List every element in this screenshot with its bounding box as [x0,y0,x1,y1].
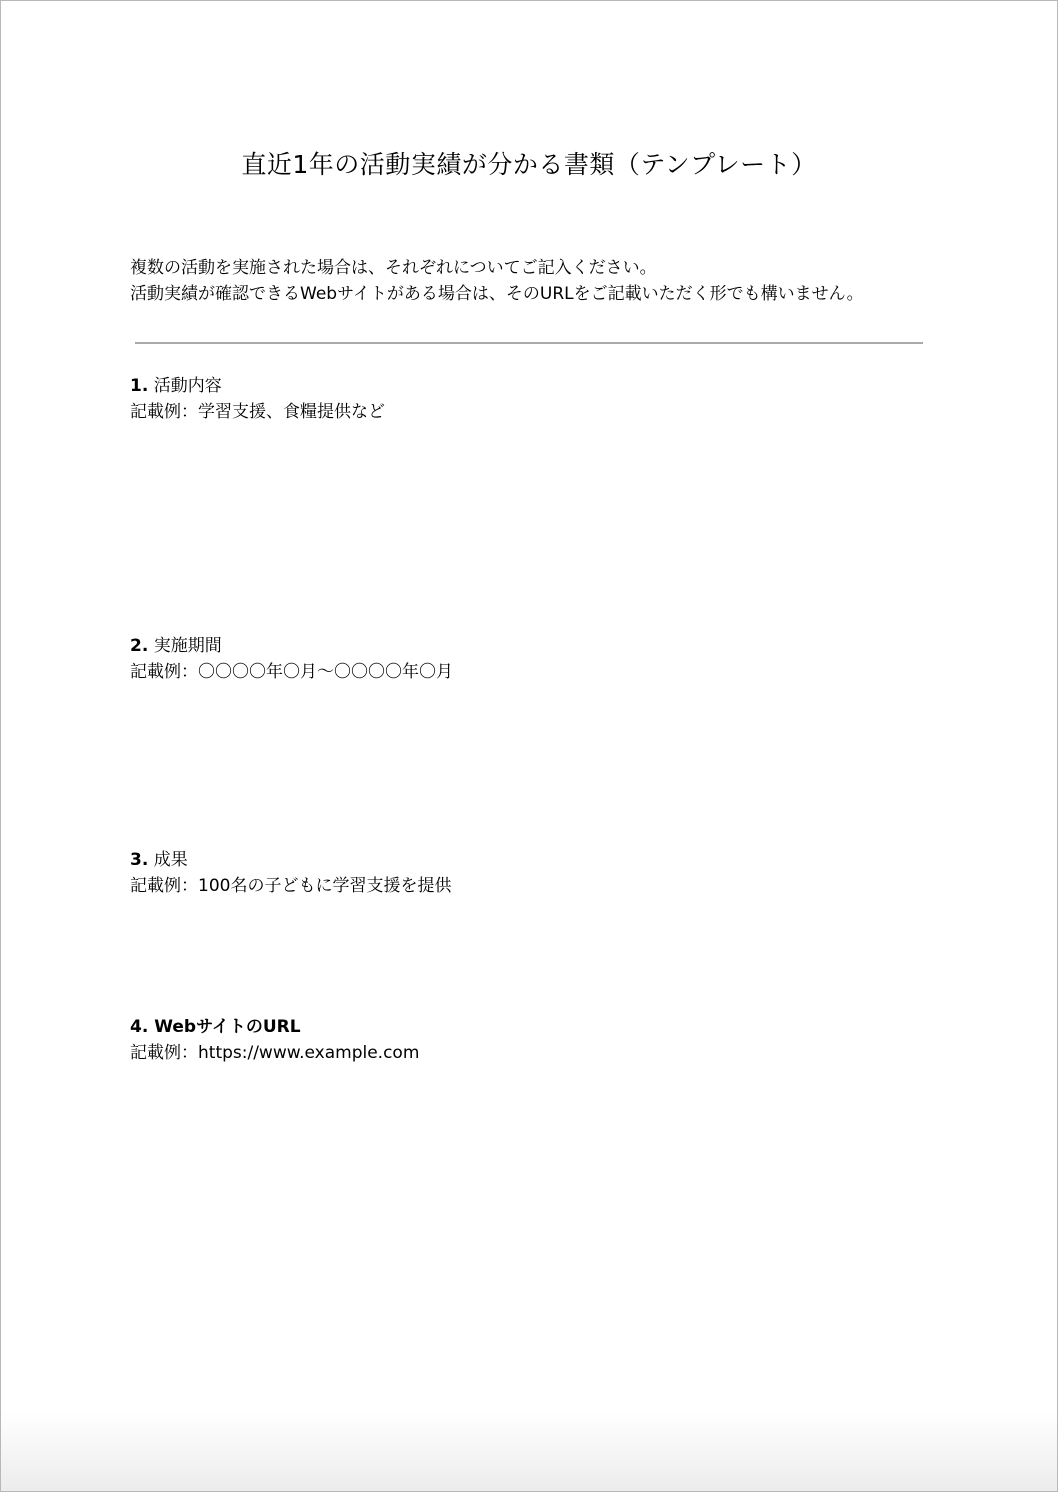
intro-text [130,255,864,307]
section-heading-text: WebサイトのURL [154,1017,301,1037]
section-activity-content [130,373,385,425]
section-heading-text: 実施期間 [153,636,222,656]
section-period [130,633,453,685]
section-results [130,847,451,899]
section-number: 1. [130,376,149,396]
section-number: 2. [130,636,149,656]
section-example: 記載例：学習支援、食糧提供など [130,402,385,422]
section-website-url [130,1014,419,1066]
intro-line: 活動実績が確認できるWebサイトがある場合は、そのURLをご記載いただく形でも構いません。 [130,284,864,304]
section-number: 4. [130,1017,149,1037]
intro-line: 複数の活動を実施された場合は、それぞれについてご記入ください。 [130,258,657,278]
section-example: 記載例：https://www.example.com [130,1043,420,1063]
divider [135,342,923,344]
section-heading [130,1014,419,1040]
section-heading-text: 活動内容 [153,376,222,396]
section-example: 記載例：〇〇〇〇年〇月～〇〇〇〇年〇月 [130,662,453,682]
section-heading [130,847,451,873]
document-title: 直近1年の活動実績が分かる書類（テンプレート） [241,150,817,179]
section-heading [130,633,453,659]
section-number: 3. [130,850,149,870]
section-heading [130,373,385,399]
section-heading-text: 成果 [153,850,188,870]
section-example: 記載例：100名の子どもに学習支援を提供 [130,876,452,896]
